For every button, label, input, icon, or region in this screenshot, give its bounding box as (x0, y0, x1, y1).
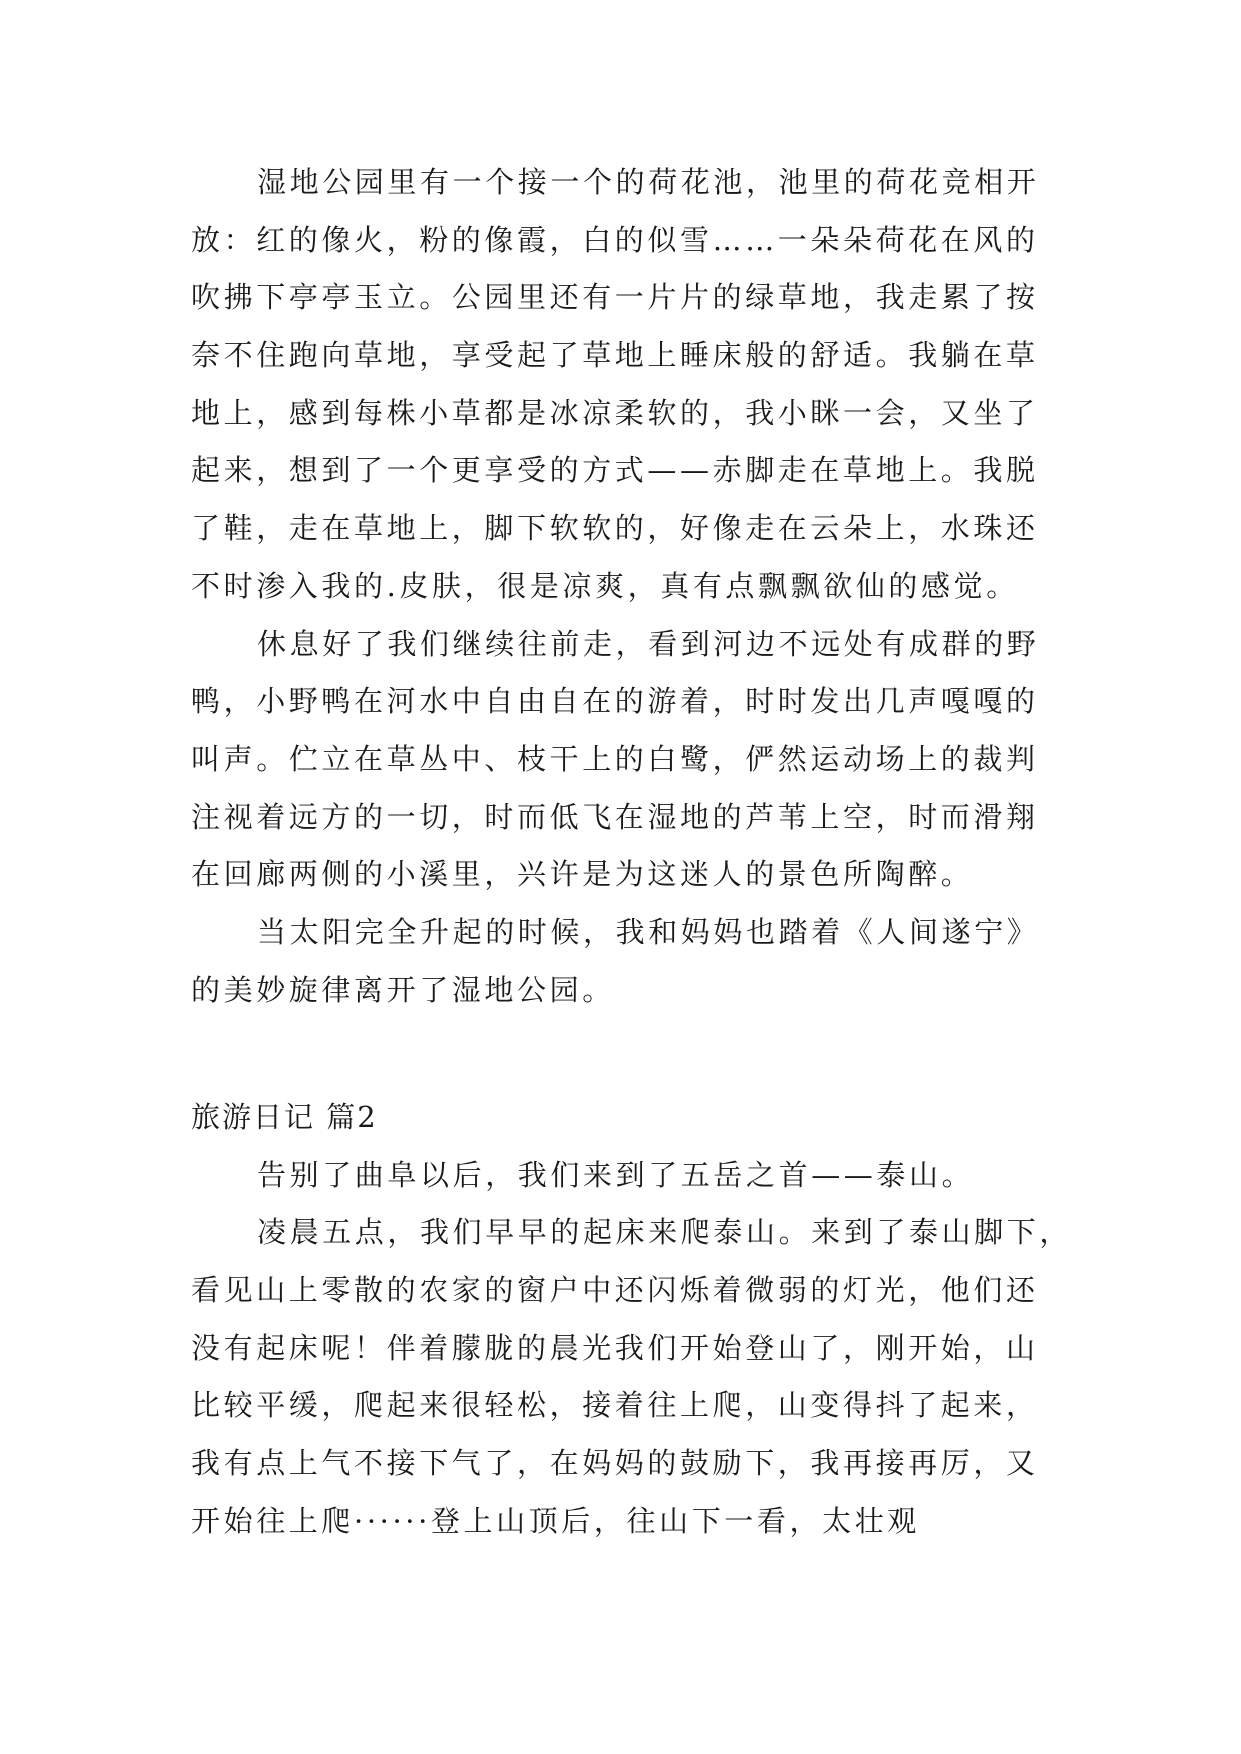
paragraph-line: 起来，想到了一个更享受的方式——赤脚走在草地上。我脱 (191, 453, 1039, 488)
paragraph-line: 注视着远方的一切，时而低飞在湿地的芦苇上空，时而滑翔 (191, 799, 1039, 834)
paragraph-line: 看见山上零散的农家的窗户中还闪烁着微弱的灯光，他们还 (191, 1273, 1039, 1308)
paragraph-line: 休息好了我们继续往前走，看到河边不远处有成群的野 (257, 626, 1040, 661)
paragraph-line: 我有点上气不接下气了，在妈妈的鼓励下，我再接再厉，又 (191, 1446, 1039, 1481)
paragraph-line: 当太阳完全升起的时候，我和妈妈也踏着《人间遂宁》 (257, 914, 1040, 949)
paragraph-line: 凌晨五点，我们早早的起床来爬泰山。来到了泰山脚下， (257, 1215, 1073, 1250)
paragraph-line: 叫声。伫立在草丛中、枝干上的白鹭，俨然运动场上的裁判 (191, 741, 1039, 776)
diary-section-2 (191, 1089, 1073, 1551)
paragraph-line: 开始往上爬······登上山顶后，往山下一看，太壮观 (191, 1503, 920, 1538)
paragraph-line: 地上，感到每株小草都是冰凉柔软的，我小眯一会，又坐了 (191, 395, 1039, 430)
paragraph-line: 没有起床呢！伴着朦胧的晨光我们开始登山了，刚开始，山 (191, 1330, 1039, 1365)
section-heading: 旅游日记 篇2 (191, 1100, 378, 1134)
diary-section-1 (191, 154, 1051, 1019)
paragraph-line: 在回廊两侧的小溪里，兴许是为这迷人的景色所陶醉。 (191, 857, 974, 892)
paragraph-line: 比较平缓，爬起来很轻松，接着往上爬，山变得抖了起来， (191, 1388, 1039, 1423)
paragraph-line: 的美妙旋律离开了湿地公园。 (191, 972, 615, 1007)
paragraph-line: 奈不住跑向草地，享受起了草地上睡床般的舒适。我躺在草 (191, 338, 1039, 373)
paragraph-line: 了鞋，走在草地上，脚下软软的，好像走在云朵上，水珠还 (191, 511, 1039, 546)
paragraph-line: 湿地公园里有一个接一个的荷花池，池里的荷花竞相开 (257, 165, 1040, 199)
paragraph-line: 告别了曲阜以后，我们来到了五岳之首——泰山。 (257, 1157, 975, 1192)
paragraph-line: 鸭，小野鸭在河水中自由自在的游着，时时发出几声嘎嘎的 (191, 684, 1039, 719)
paragraph-line: 不时渗入我的.皮肤，很是凉爽，真有点飘飘欲仙的感觉。 (191, 568, 1019, 603)
paragraph-line: 放：红的像火，粉的像霞，白的似雪……一朵朵荷花在风的 (191, 222, 1039, 257)
paragraph-line: 吹拂下亭亭玉立。公园里还有一片片的绿草地，我走累了按 (191, 280, 1039, 315)
